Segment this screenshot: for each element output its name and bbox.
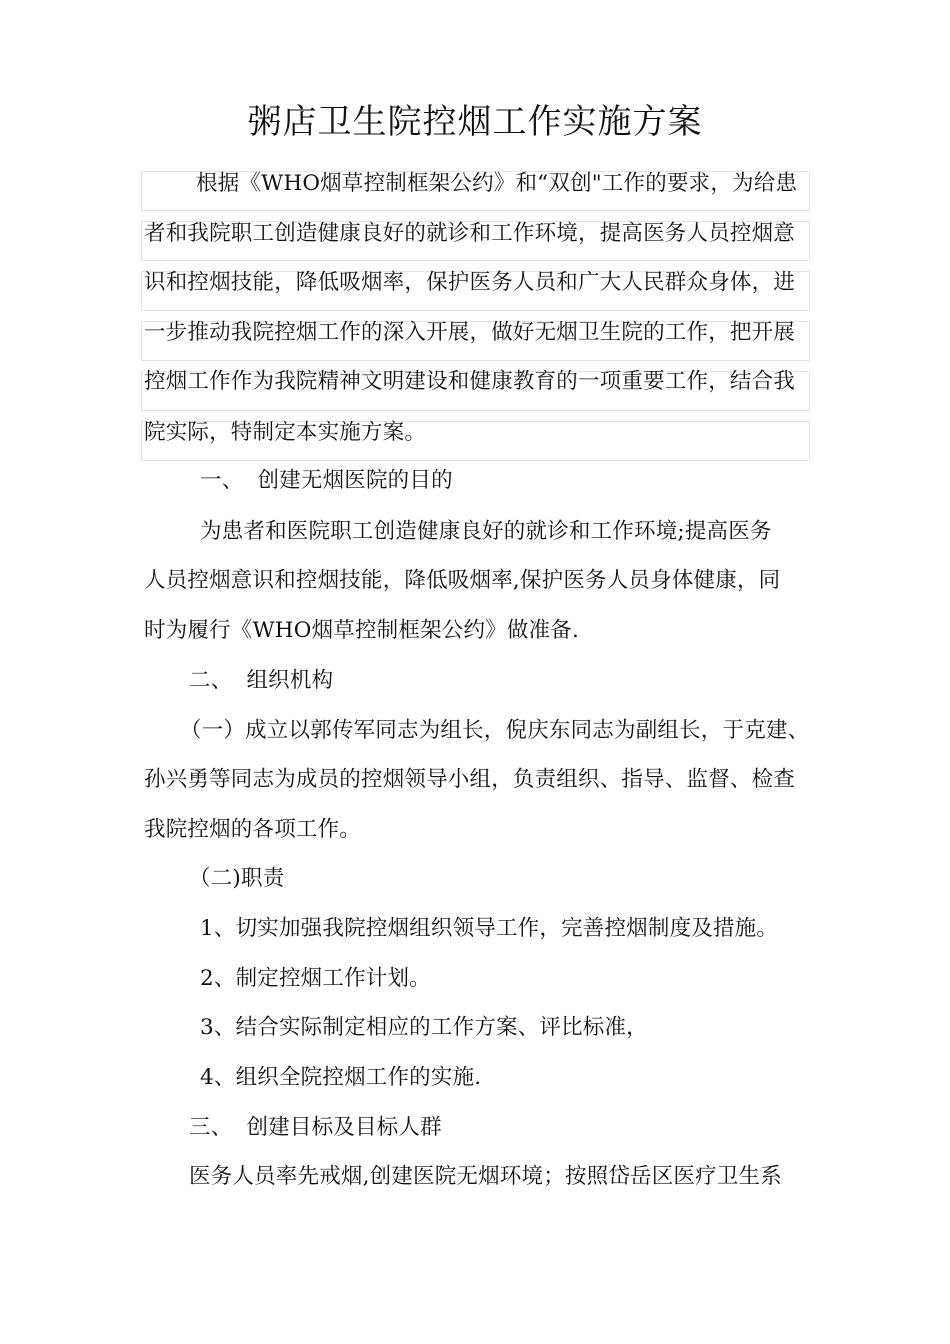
section-heading: 一、 创建无烟医院的目的 bbox=[200, 468, 453, 493]
paragraph-line: 时为履行《WHO烟草控制框架公约》做准备. bbox=[144, 618, 580, 643]
paragraph-line: 孙兴勇等同志为成员的控烟领导小组，负责组织、指导、监督、检查 bbox=[144, 767, 796, 792]
intro-line: 识和控烟技能，降低吸烟率，保护医务人员和广大人民群众身体，进 bbox=[144, 270, 796, 295]
paragraph-line: 我院控烟的各项工作。 bbox=[144, 817, 362, 842]
paragraph-line: 为患者和医院职工创造健康良好的就诊和工作环境;提高医务 bbox=[200, 519, 772, 544]
intro-line: 控烟工作作为我院精神文明建设和健康教育的一项重要工作，结合我 bbox=[144, 369, 796, 394]
intro-line: 院实际，特制定本实施方案。 bbox=[144, 420, 427, 445]
section-heading: 三、 创建目标及目标人群 bbox=[189, 1115, 442, 1140]
document-title: 粥店卫生院控烟工作实施方案 bbox=[247, 102, 703, 142]
paragraph-line: 医务人员率先戒烟,创建医院无烟环境；按照岱岳区医疗卫生系 bbox=[189, 1164, 782, 1189]
intro-line: 一步推动我院控烟工作的深入开展，做好无烟卫生院的工作，把开展 bbox=[144, 320, 796, 345]
intro-line: 根据《WHO烟草控制框架公约》和“双创"工作的要求，为给患 bbox=[196, 171, 798, 196]
intro-line: 者和我院职工创造健康良好的就诊和工作环境，提高医务人员控烟意 bbox=[144, 221, 796, 246]
paragraph-line: 人员控烟意识和控烟技能，降低吸烟率,保护医务人员身体健康，同 bbox=[144, 568, 781, 593]
section-heading: 二、 组织机构 bbox=[189, 668, 334, 693]
duty-item: 1、切实加强我院控烟组织领导工作，完善控烟制度及措施。 bbox=[200, 916, 779, 941]
duty-item: 2、制定控烟工作计划。 bbox=[200, 966, 431, 991]
duty-item: 4、组织全院控烟工作的实施. bbox=[200, 1065, 482, 1090]
subsection-heading: （二)职责 bbox=[189, 866, 285, 891]
paragraph-line: （一）成立以郭传军同志为组长，倪庆东同志为副组长，于克建、 bbox=[180, 718, 810, 743]
duty-item: 3、结合实际制定相应的工作方案、评比标准， bbox=[200, 1015, 648, 1040]
